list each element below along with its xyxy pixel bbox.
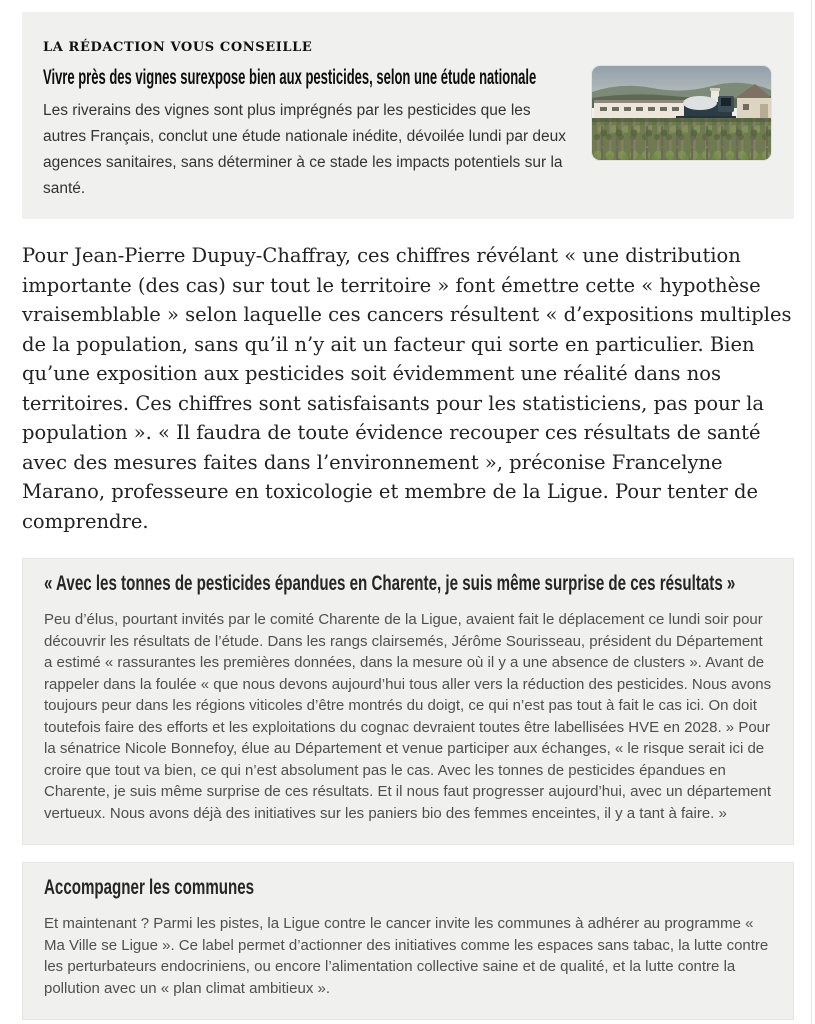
vineyard-sprayer-photo [592, 66, 771, 160]
page-edge-divider [811, 0, 812, 1024]
article-thumbnail[interactable] [592, 66, 771, 160]
article-page [22, 12, 794, 1020]
recommendation-headline-link[interactable]: Vivre près des vignes surexpose bien aux pesticides, selon une étude nationale [43, 66, 537, 89]
recommendation-kicker: LA RÉDACTION VOUS CONSEILLE [43, 40, 313, 55]
recommendation-description: Les riverains des vignes sont plus imprégnés par les pesticides que les autres Français, conclut une étude nationale inédite, dévoilée lundi par deux agences sanitaires, sans déterminer à ce stade les impacts potentiels sur la santé. [43, 102, 567, 197]
communes-box-body: Et maintenant ? Parmi les pistes, la Ligue contre le cancer invite les communes à adhérer au programme « Ma Ville se Ligue ». Ce label permet d’actionner des initiatives comme les espaces sans tabac, la lutte contre les perturbateurs endocriniens, ou encore l’alimentation collective saine et de qualité, et la lutte contre la pollution avec un « plan climat ambitieux ». [44, 915, 769, 997]
recommendation-box [22, 12, 794, 219]
communes-box [22, 862, 794, 1020]
quote-box [22, 558, 794, 845]
article-lead-paragraph: Pour Jean-Pierre Dupuy-Chaffray, ces chiffres révélant « une distribution importante (des cas) sur tout le territoire » font émettre cette « hypothèse vraisemblable » selon laquelle ces cancers résultent « d’expositions multiples de la population, sans qu’il n’y ait un facteur qui sorte en particulier. Bien qu’une exposition aux pesticides soit évidemment une réalité dans nos territoires. Ces chiffres sont satisfaisants pour les statisticiens, pas pour la population ». « Il faudra de toute évidence recouper ces résultats de santé avec des mesures faites dans l’environnement », préconise Francelyne Marano, professeure en toxicologie et membre de la Ligue. Pour tenter de comprendre. [22, 244, 792, 533]
recommendation-text-column [43, 40, 578, 202]
quote-box-heading: « Avec les tonnes de pesticides épandues en Charente, je suis même surprise de ces résultats » [44, 572, 736, 595]
quote-box-body: Peu d’élus, pourtant invités par le comité Charente de la Ligue, avaient fait le déplacement ce lundi soir pour découvrir les résultats de l’étude. Dans les rangs clairsemés, Jérôme Sourisseau, président du Département a estimé « rassurantes les premières données, dans la mesure où il y a une absence de clusters ». Avant de rappeler dans la foulée « que nous devons aujourd’hui tous aller vers la réduction des pesticides. Nous avons toujours peur dans les régions viticoles d’être montrés du doigt, ce qui n’est pas tout à fait le cas ici. On doit toutefois faire des efforts et les exploitations du cognac devraient toutes être labellisées HVE en 2028. » Pour la sénatrice Nicole Bonnefoy, élue au Département et venue participer aux échanges, « le risque serait ici de croire que tout va bien, ce qui n’est absolument pas le cas. Avec les tonnes de pesticides épandues en Charente, je suis même surprise de ces résultats. Et il nous faut progresser aujourd’hui, avec un département vertueux. Nous avons déjà des initiatives sur les paniers bio des femmes enceintes, il y a tant à faire. » [44, 611, 772, 822]
communes-box-heading: Accompagner les communes [44, 876, 255, 899]
